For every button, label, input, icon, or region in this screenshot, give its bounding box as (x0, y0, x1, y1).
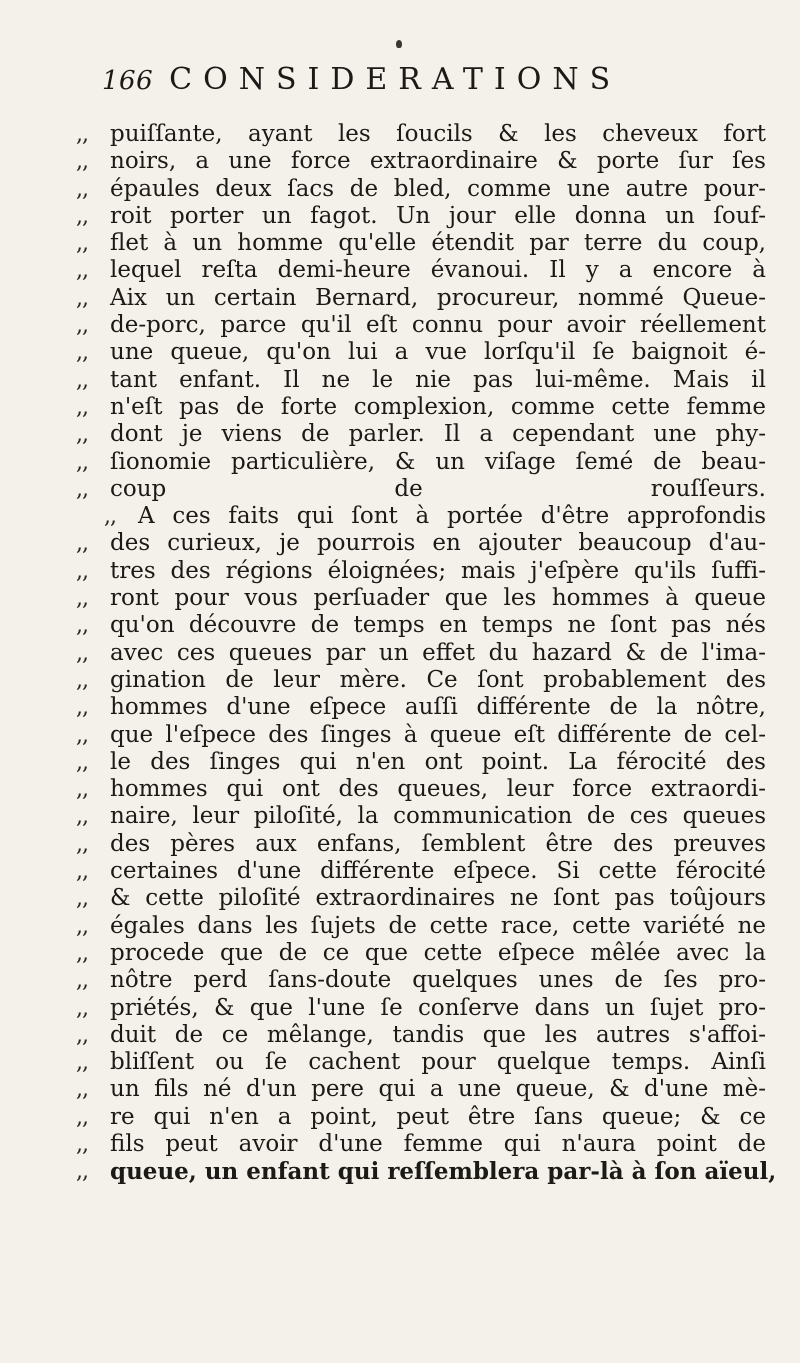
text-line (76, 640, 766, 667)
line-text: des curieux, je pourrois en ajouter beaucoup d'au- (110, 530, 766, 557)
text-line (76, 449, 766, 476)
line-text: tres des régions éloignées; mais j'eſpère qu'ils ſuffi- (110, 557, 766, 584)
text-line (76, 940, 766, 967)
quotation-marker: ,, (76, 968, 88, 994)
line-text: re qui n'en a point, peut être ſans queue; & ce (110, 1103, 766, 1130)
line-text: Aix un certain Bernard, procureur, nommé Queue- (110, 284, 766, 311)
line-text: nôtre perd ſans-doute quelques unes de ſes pro- (110, 967, 766, 994)
quotation-marker: ,, (104, 504, 116, 530)
text-line (76, 558, 766, 585)
line-text: ſionomie particulière, & un viſage ſemé de beau- (110, 448, 766, 475)
text-line (76, 1076, 766, 1103)
quotation-marker: ,, (76, 258, 88, 284)
quotation-marker: ,, (76, 122, 88, 147)
quotation-marker: ,, (76, 1077, 88, 1103)
text-line (76, 831, 766, 858)
quotation-marker: ,, (76, 558, 88, 584)
text-line (76, 394, 766, 421)
quotation-marker: ,, (76, 831, 88, 857)
text-line (76, 585, 766, 612)
text-line (76, 803, 766, 830)
quotation-marker: ,, (76, 804, 88, 830)
quotation-marker: ,, (76, 995, 88, 1021)
line-text: le des ſinges qui n'en ont point. La férocité des (110, 748, 766, 775)
quotation-marker: ,, (76, 722, 88, 748)
line-text: fils peut avoir d'une femme qui n'aura point de (110, 1130, 766, 1157)
running-head: CONSIDERATIONS (169, 62, 622, 97)
line-text: égales dans les ſujets de cette race, cette variété ne (110, 912, 766, 939)
page-header (102, 62, 702, 102)
line-text: n'eſt pas de forte complexion, comme cette femme (110, 393, 766, 420)
line-text: que l'eſpece des ſinges à queue eſt différente de cel- (110, 721, 766, 748)
line-text: naire, leur piloſité, la communication de ces queues (110, 803, 766, 830)
quotation-marker: ,, (76, 285, 88, 311)
quotation-marker: ,, (76, 531, 88, 557)
quotation-marker: ,, (76, 1022, 88, 1048)
line-text: de-porc, parce qu'il eſt connu pour avoir réellement (110, 312, 766, 339)
line-text: lequel reſta demi-heure évanoui. Il y a encore à (110, 257, 766, 284)
quotation-marker: ,, (76, 476, 88, 502)
line-text: tant enfant. Il ne le nie pas lui-même. Mais il (110, 366, 766, 393)
text-line (76, 1104, 766, 1131)
quotation-marker: ,, (76, 695, 88, 721)
line-text: dont je viens de parler. Il a cependant une phy- (110, 421, 766, 448)
text-line (76, 367, 766, 394)
quotation-marker: ,, (76, 613, 88, 639)
printer-ornament-icon (396, 40, 402, 48)
text-line (76, 203, 766, 230)
quotation-marker: ,, (76, 749, 88, 775)
line-text: noirs, a une force extraordinaire & porte ſur ſes (110, 148, 766, 175)
line-text: puiſſante, ayant les ſoucils & les cheveux fort (110, 121, 766, 147)
line-text: une queue, qu'on lui a vue lorſqu'il ſe baignoit é- (110, 339, 766, 366)
text-line (76, 995, 766, 1022)
line-text: & cette piloſité extraordinaires ne ſont pas toûjours (110, 885, 766, 912)
line-text: roit porter un fagot. Un jour elle donna un ſouf- (110, 202, 766, 229)
line-text: procede que de ce que cette eſpece mêlée avec la (110, 939, 766, 966)
quotation-marker: ,, (76, 367, 88, 393)
line-text: bliſſent ou ſe cachent pour quelque temps. Ainſi (110, 1049, 766, 1076)
text-line (76, 694, 766, 721)
line-text: hommes d'une eſpece auſſi différente de la nôtre, (110, 694, 766, 721)
quotation-marker: ,, (76, 449, 88, 475)
quotation-marker: ,, (76, 422, 88, 448)
quotation-marker: ,, (76, 913, 88, 939)
body-text (76, 121, 777, 1186)
text-line (76, 1022, 766, 1049)
quotation-marker: ,, (76, 340, 88, 366)
quotation-marker: ,, (76, 231, 88, 257)
line-text: un fils né d'un pere qui a une queue, & d'une mè- (110, 1076, 766, 1103)
quotation-marker: ,, (76, 777, 88, 803)
quotation-marker: ,, (76, 586, 88, 612)
text-line (76, 749, 766, 776)
quotation-marker: ,, (76, 149, 88, 175)
quotation-marker: ,, (76, 1104, 88, 1130)
quotation-marker: ,, (76, 667, 88, 693)
quotation-marker: ,, (76, 1159, 88, 1185)
quotation-marker: ,, (76, 886, 88, 912)
text-line (76, 913, 766, 940)
line-text: flet à un homme qu'elle étendit par terre du coup, (110, 230, 766, 257)
quotation-marker: ,, (76, 394, 88, 420)
quotation-marker: ,, (76, 940, 88, 966)
text-line (76, 148, 766, 175)
text-line (76, 476, 766, 503)
quotation-marker: ,, (76, 1050, 88, 1076)
line-text: épaules deux ſacs de bled, comme une autre pour- (110, 175, 766, 202)
text-line (76, 312, 766, 339)
text-line (76, 722, 766, 749)
quotation-marker: ,, (76, 1131, 88, 1157)
quotation-marker: ,, (76, 313, 88, 339)
text-line (76, 339, 766, 366)
quotation-marker: ,, (76, 176, 88, 202)
line-text: duit de ce mêlange, tandis que les autres s'affoi- (110, 1021, 766, 1048)
quotation-marker: ,, (76, 859, 88, 885)
line-text: A ces faits qui ſont à portée d'être approfondis (138, 503, 766, 530)
text-line (76, 885, 766, 912)
line-text: des pères aux enfans, ſemblent être des preuves (110, 830, 766, 857)
text-line (76, 967, 766, 994)
quotation-marker: ,, (76, 203, 88, 229)
line-text: gination de leur mère. Ce ſont probablement des (110, 666, 766, 693)
text-line (76, 176, 766, 203)
line-text: qu'on découvre de temps en temps ne ſont pas nés (110, 612, 766, 639)
text-line (76, 776, 766, 803)
text-line (76, 421, 766, 448)
text-line (76, 257, 766, 284)
line-text: certaines d'une différente eſpece. Si cette férocité (110, 858, 766, 885)
text-line (76, 1131, 766, 1158)
line-text: avec ces queues par un effet du hazard & de l'ima- (110, 639, 766, 666)
line-text: coup de rouſſeurs. (110, 475, 766, 502)
page-number: 166 (102, 66, 154, 96)
line-text: priétés, & que l'une ſe conſerve dans un ſujet pro- (110, 994, 766, 1021)
text-line (76, 230, 766, 257)
line-text: queue, un enfant qui reſſemblera par-là à ſon aïeul, (110, 1158, 777, 1186)
line-text: ront pour vous perſuader que les hommes à queue (110, 585, 766, 612)
text-line (76, 1158, 777, 1186)
text-line (76, 858, 766, 885)
line-text: hommes qui ont des queues, leur force extraordi- (110, 776, 766, 803)
text-line (76, 612, 766, 639)
text-line (76, 667, 766, 694)
text-line (76, 121, 766, 148)
text-line (76, 503, 766, 530)
text-line (76, 285, 766, 312)
text-line (76, 530, 766, 557)
text-line (76, 1049, 766, 1076)
quotation-marker: ,, (76, 640, 88, 666)
